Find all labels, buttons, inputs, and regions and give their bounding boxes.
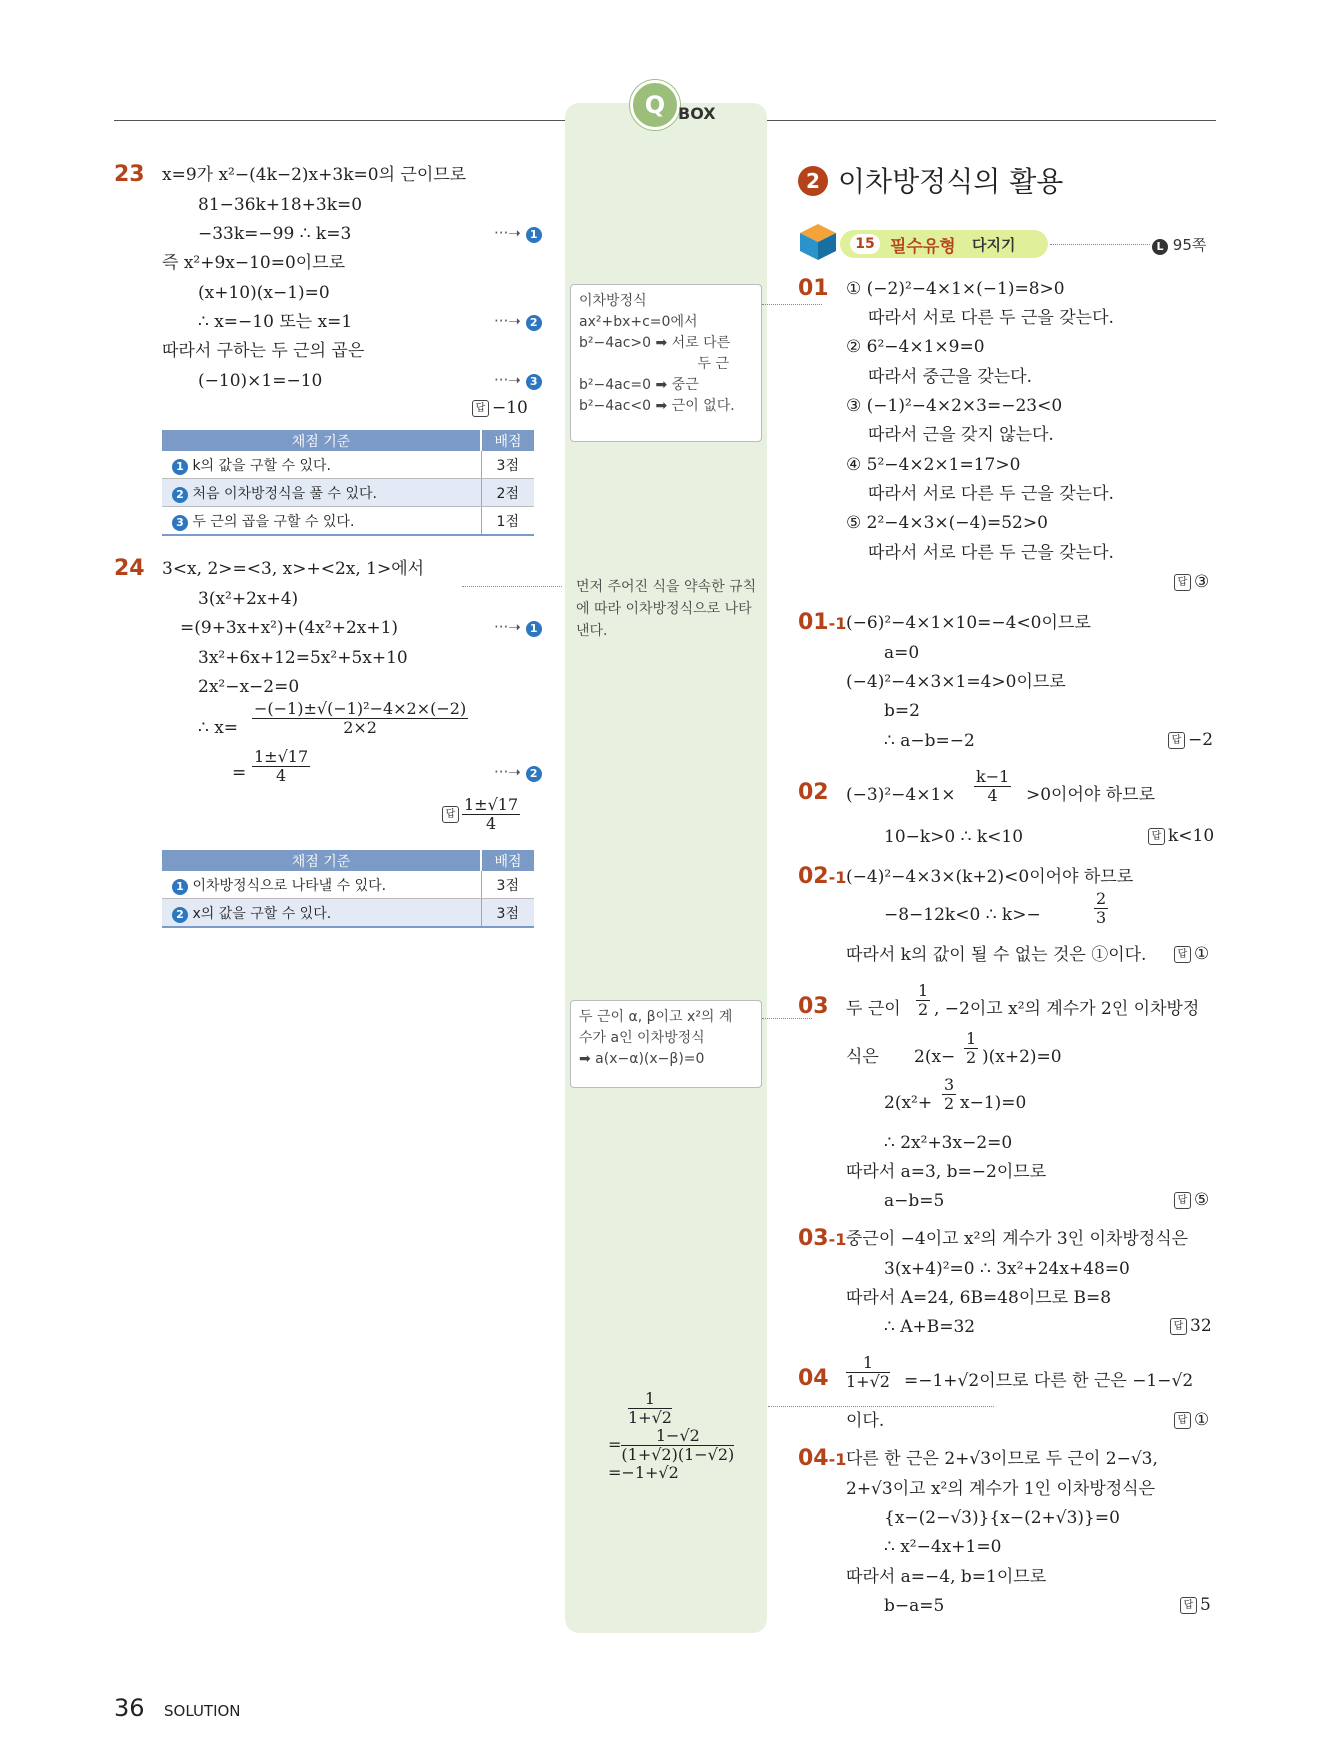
score-row: 1 이차방정식으로 나타낼 수 있다. 3점	[162, 871, 534, 899]
answer-icon: 답	[442, 806, 459, 823]
leader-04	[768, 1406, 994, 1407]
badge-leader	[1050, 244, 1150, 245]
p04-line-1: =−1+√2이므로 다른 한 근은 −1−√2	[904, 1371, 1194, 1391]
problem-number-02: 02	[798, 780, 829, 805]
problem-number-03-1: 03-1	[798, 1226, 847, 1251]
p01-line-1: ① (−2)²−4×1×(−1)=8>0	[846, 279, 1065, 299]
p24-mark-1: ···➝ 1	[494, 618, 542, 637]
p23-answer: 답 −10	[472, 398, 528, 418]
p24-line-5: 2x²−x−2=0	[198, 677, 300, 697]
p01-line-4: 따라서 중근을 갖는다.	[868, 367, 1033, 387]
p24-line-1: 3<x, 2>=<3, x>+<2x, 1>에서	[162, 559, 425, 579]
p03-line-6: a−b=5	[884, 1191, 945, 1211]
p01-line-3: ② 6²−4×1×9=0	[846, 337, 985, 357]
p041-line-1: 다른 한 근은 2+√3이므로 두 근이 2−√3,	[846, 1449, 1158, 1469]
p01-line-7: ④ 5²−4×2×1=17>0	[846, 455, 1021, 475]
p01-line-5: ③ (−1)²−4×2×3=−23<0	[846, 396, 1063, 416]
p02-line-1b: >0이어야 하므로	[1026, 785, 1155, 805]
problem-number-24: 24	[114, 556, 145, 581]
p011-line-3: (−4)²−4×3×1=4>0이므로	[846, 672, 1066, 692]
p24-score-table	[162, 850, 534, 928]
answer-icon: 답	[1170, 1318, 1187, 1335]
p23-line-3: −33k=−99 ∴ k=3	[198, 224, 352, 244]
p24-result-frac: $\frac{1\pm√17}{4}$	[254, 747, 309, 785]
problem-number-03: 03	[798, 994, 829, 1019]
p021-line-3: 따라서 k의 값이 될 수 없는 것은 ①이다.	[846, 945, 1147, 965]
score-head-criteria: 채점 기준	[162, 850, 481, 871]
score-row: 1 k의 값을 구할 수 있다. 3점	[162, 451, 534, 479]
p23-line-4: 즉 x²+9x−10=0이므로	[162, 253, 346, 273]
problem-number-04-1: 04-1	[798, 1446, 847, 1471]
score-head-points: 배점	[481, 430, 534, 451]
p041-line-3: {x−(2−√3)}{x−(2+√3)}=0	[884, 1508, 1120, 1528]
p04-answer: 답 ①	[1174, 1410, 1209, 1430]
qbox-label: BOX	[678, 104, 716, 123]
qbox-calc-rationalize: $\frac{1}{1+√2}$ = $\frac{1-√2}{(1+√2)(1-√2)}$ =−1+√2	[608, 1389, 735, 1482]
p01-line-2: 따라서 서로 다른 두 근을 갖는다.	[868, 308, 1114, 328]
p23-line-5: (x+10)(x−1)=0	[198, 283, 330, 303]
problem-number-04: 04	[798, 1366, 829, 1391]
p021-frac: $\frac{2}{3}$	[1096, 889, 1107, 927]
p03-line-5: 따라서 a=3, b=−2이므로	[846, 1162, 1047, 1182]
problem-number-01: 01	[798, 276, 829, 301]
p021-line-1: (−4)²−4×3×(k+2)<0이어야 하므로	[846, 867, 1134, 887]
p23-mark-2: ···➝ 2	[494, 312, 542, 331]
p03-frac-3: $\frac{3}{2}$	[944, 1075, 955, 1113]
p23-score-table	[162, 430, 534, 536]
p03-frac-2: $\frac{1}{2}$	[966, 1029, 977, 1067]
score-head-points: 배점	[481, 850, 534, 871]
p24-mark-2: ···➝ 2	[494, 763, 542, 782]
p04-line-2: 이다.	[846, 1411, 885, 1431]
p04-frac: $\frac{1}{1+√2}$	[846, 1353, 890, 1391]
answer-icon: 답	[1174, 574, 1191, 591]
p24-answer: 답 $\frac{1\pm√17}{4}$	[442, 796, 520, 833]
problem-number-23: 23	[114, 162, 145, 187]
p03-line-1b: , −2이고 x²의 계수가 2인 이차방정	[934, 999, 1200, 1019]
p24-leader	[462, 586, 562, 587]
p01-answer: 답 ③	[1174, 572, 1209, 592]
p021-answer: 답 ①	[1174, 944, 1209, 964]
p041-line-4: ∴ x²−4x+1=0	[884, 1537, 1002, 1557]
p23-line-7: 따라서 구하는 두 근의 곱은	[162, 341, 365, 361]
page-number: 36	[114, 1694, 145, 1722]
p041-line-2: 2+√3이고 x²의 계수가 1인 이차방정식은	[846, 1479, 1156, 1499]
p02-frac: $\frac{k-1}{4}$	[976, 767, 1010, 805]
score-head-criteria: 채점 기준	[162, 430, 481, 451]
answer-icon: 답	[1168, 732, 1185, 749]
badge-number: 15	[850, 234, 880, 254]
badge-sub: 다지기	[972, 236, 1016, 254]
p041-answer: 답 5	[1180, 1595, 1211, 1615]
qbox-note-roots: 두 근이 α, β이고 x²의 계 수가 a인 이차방정식 ➡ a(x−α)(x−β)=0	[570, 1000, 762, 1088]
p041-line-6: b−a=5	[884, 1596, 945, 1616]
answer-icon: 답	[1174, 1192, 1191, 1209]
score-row: 3 두 근의 곱을 구할 수 있다. 1점	[162, 507, 534, 536]
footer-label: SOLUTION	[164, 1702, 241, 1720]
p24-line-2: 3(x²+2x+4)	[198, 589, 299, 609]
p031-answer: 답 32	[1170, 1316, 1212, 1336]
p01-line-6: 따라서 근을 갖지 않는다.	[868, 425, 1054, 445]
section-number-badge: 2	[798, 166, 828, 196]
answer-icon: 답	[1174, 1412, 1191, 1429]
leader-01	[762, 304, 822, 305]
section-title: 이차방정식의 활용	[838, 165, 1064, 198]
p01-line-8: 따라서 서로 다른 두 근을 갖는다.	[868, 484, 1114, 504]
p24-line-4: 3x²+6x+12=5x²+5x+10	[198, 648, 408, 668]
p23-line-1: x=9가 x²−(4k−2)x+3k=0의 근이므로	[162, 165, 467, 185]
answer-icon: 답	[1174, 946, 1191, 963]
p03-line-2c: )(x+2)=0	[982, 1047, 1062, 1067]
answer-icon: 답	[1148, 828, 1165, 845]
p02-line-1: (−3)²−4×1×	[846, 785, 956, 805]
p011-line-4: b=2	[884, 701, 920, 721]
score-row: 2 x의 값을 구할 수 있다. 3점	[162, 899, 534, 928]
problem-number-02-1: 02-1	[798, 864, 847, 889]
page-ref: L 95쪽	[1152, 234, 1206, 255]
problem-number-01-1: 01-1	[798, 610, 847, 635]
p03-frac-1: $\frac{1}{2}$	[918, 981, 929, 1019]
p03-line-3a: 2(x²+	[884, 1093, 933, 1113]
p01-line-9: ⑤ 2²−4×3×(−4)=52>0	[846, 513, 1048, 533]
p031-line-3: 따라서 A=24, 6B=48이므로 B=8	[846, 1288, 1112, 1308]
p23-mark-1: ···➝ 1	[494, 224, 542, 243]
p03-line-4: ∴ 2x²+3x−2=0	[884, 1133, 1013, 1153]
p01-line-10: 따라서 서로 다른 두 근을 갖는다.	[868, 543, 1114, 563]
p03-line-3b: x−1)=0	[960, 1093, 1027, 1113]
p011-line-1: (−6)²−4×1×10=−4<0이므로	[846, 613, 1091, 633]
qbox-note-discriminant: 이차방정식 ax²+bx+c=0에서 b²−4ac>0 ➡ 서로 다른 두 근 b²−4ac=0 ➡ 중근 b²−4ac<0 ➡ 근이 없다.	[570, 284, 762, 442]
p23-mark-3: ···➝ 3	[494, 371, 542, 390]
p03-line-2a: 식은	[846, 1047, 879, 1067]
p041-line-5: 따라서 a=−4, b=1이므로	[846, 1567, 1047, 1587]
p02-line-2: 10−k>0 ∴ k<10	[884, 827, 1024, 847]
qbox-icon: Q	[630, 80, 680, 130]
p011-line-5: ∴ a−b=−2	[884, 731, 975, 751]
badge-label: 필수유형	[890, 237, 956, 257]
p011-line-2: a=0	[884, 643, 920, 663]
p24-line-6: ∴ x=	[198, 718, 239, 738]
p031-line-2: 3(x+4)²=0 ∴ 3x²+24x+48=0	[884, 1259, 1130, 1279]
p021-line-2: −8−12k<0 ∴ k>−	[884, 905, 1041, 925]
p23-line-8: (−10)×1=−10	[198, 371, 323, 391]
score-row: 2 처음 이차방정식을 풀 수 있다. 2점	[162, 479, 534, 507]
p011-answer: 답 −2	[1168, 730, 1213, 750]
p23-line-2: 81−36k+18+3k=0	[198, 195, 363, 215]
answer-icon: 답	[472, 400, 489, 417]
p02-answer: 답 k<10	[1148, 826, 1214, 846]
p031-line-1: 중근이 −4이고 x²의 계수가 3인 이차방정식은	[846, 1229, 1189, 1249]
cube-icon	[798, 222, 838, 262]
p24-line-3: =(9+3x+x²)+(4x²+2x+1)	[180, 618, 399, 638]
p23-line-6: ∴ x=−10 또는 x=1	[198, 312, 353, 332]
lesson-icon: L	[1152, 239, 1168, 255]
answer-icon: 답	[1180, 1597, 1197, 1614]
p03-answer: 답 ⑤	[1174, 1190, 1209, 1210]
p24-quadratic-formula: $\frac{\text{−(−1)±√(−1)²−4×2×(−2)}}{2\times 2}$	[254, 699, 467, 737]
p24-line-eq: =	[232, 763, 247, 783]
p03-line-2b: 2(x−	[914, 1047, 956, 1067]
p03-line-1a: 두 근이	[846, 999, 901, 1019]
qbox-note-rule: 먼저 주어진 식을 약속한 규칙에 따라 이차방정식으로 나타낸다.	[576, 579, 757, 639]
p031-line-4: ∴ A+B=32	[884, 1317, 976, 1337]
